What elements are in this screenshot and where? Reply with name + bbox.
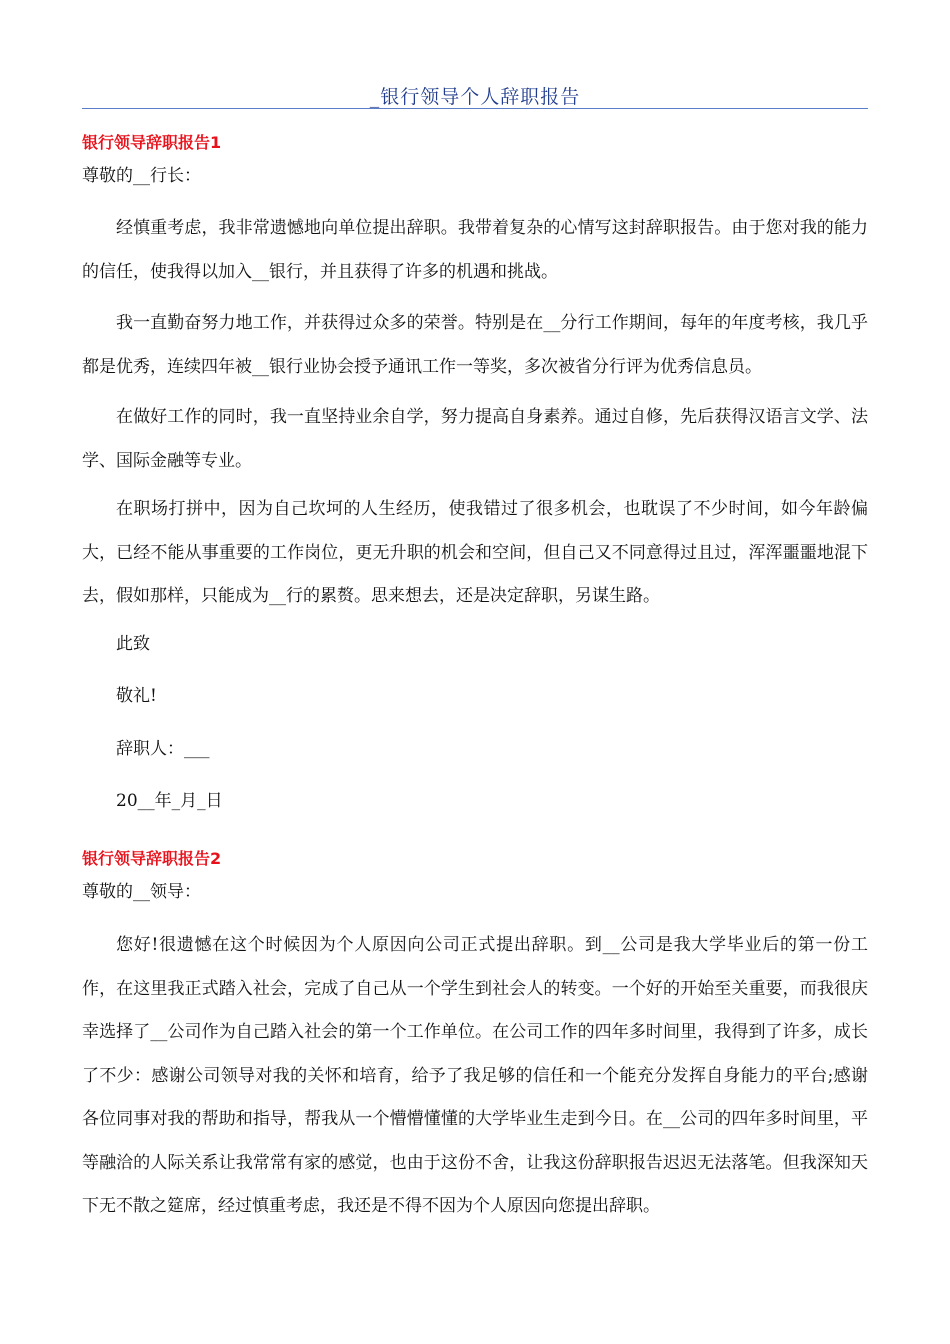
- section-heading-1: 银行领导辞职报告1: [82, 133, 222, 152]
- paragraph: 您好!很遗憾在这个时候因为个人原因向公司正式提出辞职。到__公司是我大学毕业后的第一份工作，在这里我正式踏入社会，完成了自己从一个学生到社会人的转变。一个好的开始至关重要，而我很庆幸选择了__公司作为自己踏入社会的第一个工作单位。在公司工作的四年多时间里，我得到了许多，成长了不少：感谢公司领导对我的关怀和培育，给予了我足够的信任和一个能充分发挥自身能力的平台;感谢各位同事对我的帮助和指导，帮我从一个懵懵懂懂的大学毕业生走到今日。在__公司的四年多时间里，平等融洽的人际关系让我常常有家的感觉，也由于这份不舍，让我这份辞职报告迟迟无法落笔。但我深知天下无不散之筵席，经过慎重考虑，我还是不得不因为个人原因向您提出辞职。: [82, 935, 868, 1216]
- title-divider: [82, 108, 868, 109]
- paragraph: 在职场打拼中，因为自己坎坷的人生经历，使我错过了很多机会，也耽误了不少时间，如今年龄偏大，已经不能从事重要的工作岗位，更无升职的机会和空间，但自己又不同意得过且过，浑浑噩噩地混下去，假如那样，只能成为__行的累赘。思来想去，还是决定辞职，另谋生路。: [82, 499, 868, 606]
- paragraph: 在做好工作的同时，我一直坚持业余自学，努力提高自身素养。通过自修，先后获得汉语言文学、法学、国际金融等专业。: [82, 407, 868, 471]
- salutation-2: 尊敬的__领导：: [82, 882, 201, 902]
- signer-line: 辞职人：___: [116, 739, 210, 759]
- closing-salute: 敬礼!: [116, 686, 157, 706]
- section-heading-2: 银行领导辞职报告2: [82, 849, 222, 868]
- document-title: _银行领导个人辞职报告: [369, 86, 581, 108]
- paragraph: 经慎重考虑，我非常遗憾地向单位提出辞职。我带着复杂的心情写这封辞职报告。由于您对我的能力的信任，使我得以加入__银行，并且获得了许多的机遇和挑战。: [82, 218, 868, 282]
- salutation-1: 尊敬的__行长：: [82, 166, 201, 186]
- paragraph: 我一直勤奋努力地工作，并获得过众多的荣誉。特别是在__分行工作期间，每年的年度考核，我几乎都是优秀，连续四年被__银行业协会授予通讯工作一等奖，多次被省分行评为优秀信息员。: [82, 313, 868, 377]
- date-line: 20__年_月_日: [116, 791, 223, 811]
- closing-line: 此致: [116, 634, 150, 654]
